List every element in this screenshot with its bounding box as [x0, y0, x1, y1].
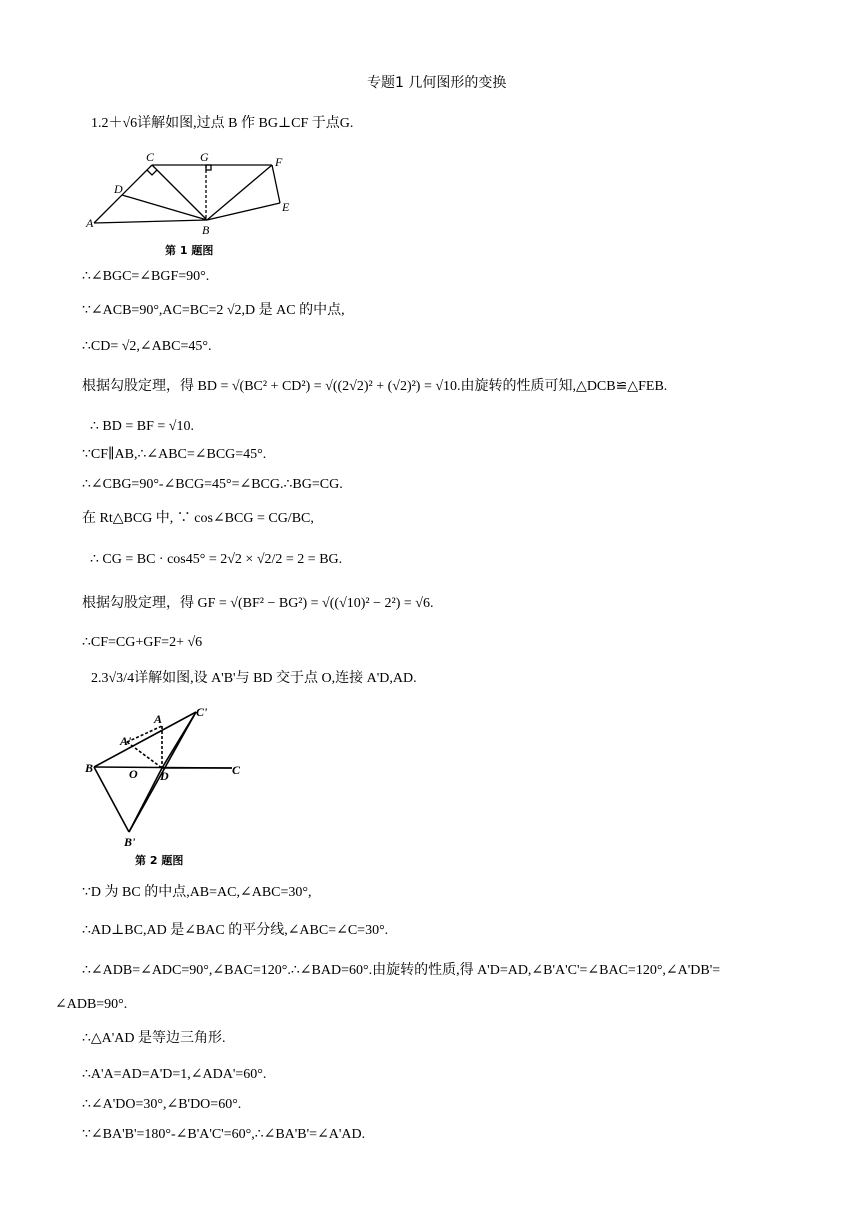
- p2-line-9: ∵∠BA'B'=180°-∠B'A'C'=60°,∴∠BA'B'=∠A'AD.: [82, 1127, 366, 1142]
- p1-line-8: ∴∠CBG=90°-∠BCG=45°=∠BCG.∴BG=CG.: [82, 477, 343, 492]
- fig2-label-a: A: [154, 712, 163, 726]
- p2-line-3: ∴AD⊥BC,AD 是∠BAC 的平分线,∠ABC=∠C=30°.: [82, 923, 389, 938]
- fig2-label-c-prime: C': [196, 705, 208, 719]
- p1-line-11: 根据勾股定理，得 GF = √(BF² − BG²) = √((√10)² − 2²) = √6.: [82, 596, 434, 611]
- fig1-label-a: A: [86, 216, 94, 230]
- p1-line-2: ∴∠BGC=∠BGF=90°.: [82, 269, 210, 284]
- fig1-label-g: G: [200, 150, 209, 164]
- fig2-label-b-prime: B': [124, 835, 136, 849]
- figure-1: [82, 145, 312, 235]
- fig2-label-c: C: [232, 763, 241, 777]
- fig1-label-d: D: [114, 182, 123, 196]
- fig1-caption: 第 1 题图: [165, 244, 214, 257]
- p1-line-6: ∴ BD = BF = √10.: [90, 419, 194, 434]
- figure-2: [84, 702, 249, 852]
- fig1-label-c: C: [146, 150, 155, 164]
- p2-line-8: ∴∠A'DO=30°,∠B'DO=60°.: [82, 1097, 242, 1112]
- fig2-label-a-prime: A': [120, 734, 132, 748]
- p2-line-7: ∴A'A=AD=A'D=1,∠ADA'=60°.: [82, 1067, 267, 1082]
- p1-line-7: ∵CF∥AB,∴∠ABC=∠BCG=45°.: [82, 447, 267, 462]
- p1-line-9: 在 Rt△BCG 中, ∵ cos∠BCG = CG/BC,: [82, 511, 314, 526]
- p1-line-10: ∴ CG = BC · cos45° = 2√2 × √2/2 = 2 = BG.: [90, 552, 343, 567]
- p2-heading-line: 2.3√3/4详解如图,设 A'B'与 BD 交于点 O,连接 A'D,AD.: [91, 671, 417, 686]
- fig1-label-b: B: [202, 223, 210, 235]
- p1-line-12: ∴CF=CG+GF=2+ √6: [82, 635, 203, 650]
- fig2-caption: 第 2 题图: [135, 854, 184, 867]
- p2-line-6: ∴△A'AD 是等边三角形.: [82, 1031, 226, 1046]
- fig2-label-b: B: [85, 761, 94, 775]
- p1-heading-line: 1.2＋√6详解如图,过点 B 作 BG⊥CF 于点G.: [91, 116, 354, 131]
- p1-line-5: 根据勾股定理，得 BD = √(BC² + CD²) = √((2√2)² + (√2)²) = √10.由旋转的性质可知,△DCB≌△FEB.: [82, 379, 668, 394]
- fig1-label-f: F: [275, 155, 283, 169]
- page-title: 专题1 几何图形的变换: [367, 75, 507, 91]
- p1-line-4: ∴CD= √2,∠ABC=45°.: [82, 339, 212, 354]
- p2-line-2: ∵D 为 BC 的中点,AB=AC,∠ABC=30°,: [82, 885, 312, 900]
- fig1-label-e: E: [282, 200, 290, 214]
- fig2-label-d: D: [160, 769, 169, 783]
- fig2-label-o: O: [129, 767, 138, 781]
- p2-line-4: ∴∠ADB=∠ADC=90°,∠BAC=120°.∴∠BAD=60°.由旋转的性质,得 A'D=AD,∠B'A'C'=∠BAC=120°,∠A'DB'=: [82, 963, 721, 978]
- p1-line-3: ∵∠ACB=90°,AC=BC=2 √2,D 是 AC 的中点,: [82, 303, 345, 318]
- p2-line-5: ∠ADB=90°.: [55, 997, 128, 1012]
